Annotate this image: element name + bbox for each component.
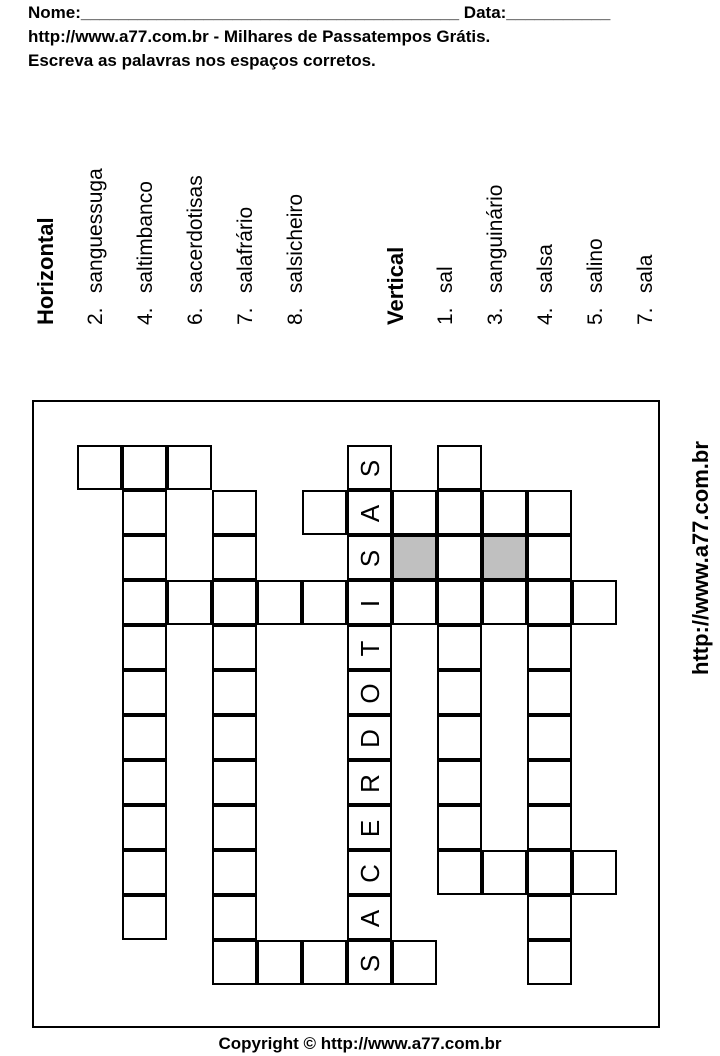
grid-cell[interactable] <box>482 850 527 895</box>
grid-cell[interactable] <box>347 445 392 490</box>
vertical-clue: 5. salino <box>584 238 607 325</box>
grid-cell[interactable] <box>212 805 257 850</box>
grid-cell[interactable] <box>392 580 437 625</box>
grid-cell[interactable] <box>437 670 482 715</box>
side-url: http://www.a77.com.br <box>688 441 713 675</box>
grid-cell[interactable] <box>527 715 572 760</box>
grid-cell[interactable] <box>122 760 167 805</box>
grid-cell[interactable] <box>437 535 482 580</box>
grid-cell[interactable] <box>257 580 302 625</box>
grid-cell[interactable] <box>437 580 482 625</box>
grid-cell[interactable] <box>437 760 482 805</box>
horizontal-clue: 4. saltimbanco <box>134 181 157 325</box>
grid-cell[interactable] <box>347 940 392 985</box>
grid-cell[interactable] <box>212 490 257 535</box>
name-date-line: Nome:________________________________________ Data:___________ <box>28 3 611 22</box>
grid-cell[interactable] <box>212 760 257 805</box>
cell-letter: A <box>355 909 385 928</box>
grid-cell[interactable] <box>212 895 257 940</box>
grid-cell[interactable] <box>437 805 482 850</box>
grid-cell[interactable] <box>527 490 572 535</box>
grid-cell[interactable] <box>212 715 257 760</box>
horizontal-clue: 2. sanguessuga <box>84 168 107 325</box>
grid-cell[interactable] <box>212 850 257 895</box>
cell-letter: R <box>355 774 385 793</box>
copyright-footer: Copyright © http://www.a77.com.br <box>218 1034 502 1053</box>
grid-cell[interactable] <box>527 940 572 985</box>
grid-cell[interactable] <box>572 580 617 625</box>
grid-cell[interactable] <box>302 940 347 985</box>
horizontal-clue: 7. salafrário <box>234 206 257 325</box>
grid-cell[interactable] <box>437 850 482 895</box>
grid-cell[interactable] <box>527 580 572 625</box>
grid-cell[interactable] <box>212 625 257 670</box>
cell-letter: E <box>355 819 385 838</box>
grid-cell[interactable] <box>347 625 392 670</box>
grid-cell[interactable] <box>122 580 167 625</box>
grid-cell[interactable] <box>212 940 257 985</box>
site-line: http://www.a77.com.br - Milhares de Passatempos Grátis. <box>28 27 491 46</box>
grid-cell[interactable] <box>482 490 527 535</box>
shaded-cell[interactable] <box>392 535 437 580</box>
vertical-clue: 1. sal <box>434 266 457 325</box>
grid-cell[interactable] <box>347 490 392 535</box>
grid-cell[interactable] <box>77 445 122 490</box>
grid-cell[interactable] <box>347 805 392 850</box>
grid-cell[interactable] <box>527 850 572 895</box>
shaded-cell[interactable] <box>482 535 527 580</box>
vertical-clue: 7. sala <box>634 254 657 325</box>
grid-cell[interactable] <box>347 760 392 805</box>
grid-cell[interactable] <box>347 850 392 895</box>
grid-cell[interactable] <box>392 940 437 985</box>
cell-letter: C <box>355 864 385 883</box>
grid-cell[interactable] <box>122 670 167 715</box>
grid-cell[interactable] <box>437 490 482 535</box>
horizontal-title: Horizontal <box>33 217 58 325</box>
vertical-clue: 4. salsa <box>534 244 557 325</box>
horizontal-clue: 8. salsicheiro <box>284 193 307 325</box>
grid-cell[interactable] <box>437 715 482 760</box>
cell-letter: T <box>355 640 385 657</box>
grid-cell[interactable] <box>122 715 167 760</box>
grid-cell[interactable] <box>122 490 167 535</box>
grid-cell[interactable] <box>122 850 167 895</box>
grid-cell[interactable] <box>167 580 212 625</box>
grid-cell[interactable] <box>212 535 257 580</box>
cell-letter: D <box>355 729 385 748</box>
grid-cell[interactable] <box>437 625 482 670</box>
grid-cell[interactable] <box>527 805 572 850</box>
cell-letter: S <box>355 954 385 973</box>
grid-cell[interactable] <box>302 580 347 625</box>
cell-letter: I <box>355 599 385 608</box>
cell-letter: S <box>355 459 385 478</box>
grid-cell[interactable] <box>122 805 167 850</box>
grid-cell[interactable] <box>482 580 527 625</box>
grid-cell[interactable] <box>347 580 392 625</box>
vertical-title: Vertical <box>383 246 408 325</box>
instructions: Escreva as palavras nos espaços corretos. <box>28 51 376 70</box>
grid-cell[interactable] <box>347 670 392 715</box>
cell-letter: A <box>355 504 385 523</box>
grid-cell[interactable] <box>527 625 572 670</box>
grid-cell[interactable] <box>527 760 572 805</box>
cell-letter: O <box>355 683 385 704</box>
grid-cell[interactable] <box>437 445 482 490</box>
cell-letter: S <box>355 549 385 568</box>
grid-cell[interactable] <box>527 895 572 940</box>
grid-cell[interactable] <box>347 535 392 580</box>
grid-cell[interactable] <box>347 895 392 940</box>
grid-cell[interactable] <box>122 445 167 490</box>
grid-cell[interactable] <box>167 445 212 490</box>
grid-cell[interactable] <box>572 850 617 895</box>
grid-cell[interactable] <box>257 940 302 985</box>
grid-cell[interactable] <box>122 535 167 580</box>
grid-cell[interactable] <box>392 490 437 535</box>
grid-cell[interactable] <box>212 670 257 715</box>
grid-cell[interactable] <box>122 895 167 940</box>
grid-cell[interactable] <box>212 580 257 625</box>
grid-cell[interactable] <box>302 490 347 535</box>
vertical-clue: 3. sanguinário <box>484 184 507 325</box>
grid-cell[interactable] <box>527 535 572 580</box>
grid-cell[interactable] <box>527 670 572 715</box>
horizontal-clue: 6. sacerdotisas <box>184 175 207 325</box>
grid-cell[interactable] <box>122 625 167 670</box>
grid-cell[interactable] <box>347 715 392 760</box>
